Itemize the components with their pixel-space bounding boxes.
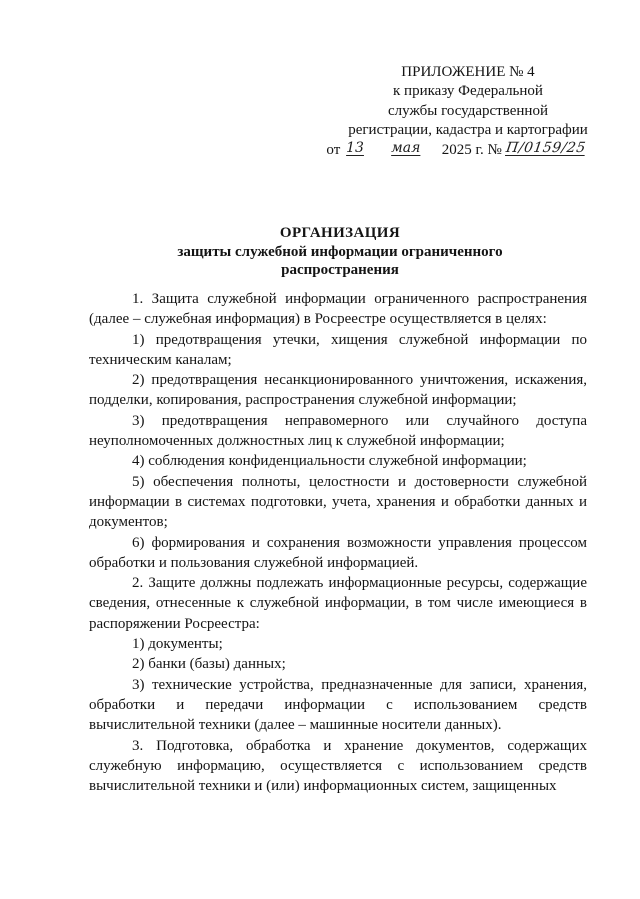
- paragraph: 5) обеспечения полноты, целостности и достоверности служебной информации в системах подготовки, учета, хранения и обработки данных и документов;: [89, 473, 587, 531]
- date-prefix: от: [326, 141, 341, 158]
- appendix-service-name: службы государственной: [388, 102, 548, 119]
- appendix-header: [310, 63, 626, 160]
- paragraph: 1) предотвращения утечки, хищения служебной информации по техническим каналам;: [89, 331, 587, 368]
- handwritten-month: мая: [391, 139, 421, 156]
- paragraph: 1) документы;: [132, 636, 223, 653]
- appendix-date-line: [310, 141, 626, 160]
- paragraph: 2) банки (базы) данных;: [132, 656, 286, 673]
- paragraph: 3. Подготовка, обработка и хранение документов, содержащих служебную информацию, осуществляется с использованием средств вычислительной техники и (или) информационных систем, защищенных: [89, 737, 587, 795]
- appendix-label: ПРИЛОЖЕНИЕ № 4: [401, 64, 535, 80]
- document-title: [120, 224, 560, 280]
- appendix-service-name-cont: регистрации, кадастра и картографии: [348, 122, 588, 139]
- paragraph: 1. Защита служебной информации ограниченного распространения (далее – служебная информация) в Росреестре осуществляется в целях:: [89, 291, 587, 328]
- date-year: 2025 г. №: [441, 141, 502, 158]
- paragraph: 3) технические устройства, предназначенные для записи, хранения, обработки и передачи информации с использованием средств вычислительной техники (далее – машинные носители данных).: [89, 676, 587, 734]
- paragraph: 6) формирования и сохранения возможности управления процессом обработки и пользования служебной информацией.: [89, 534, 587, 571]
- title-subheading: защиты служебной информации ограниченного: [177, 243, 503, 260]
- title-heading: ОРГАНИЗАЦИЯ: [279, 225, 401, 241]
- appendix-order-ref: к приказу Федеральной: [393, 83, 543, 100]
- document-body: [89, 289, 587, 796]
- title-subheading-cont: распространения: [281, 262, 399, 278]
- handwritten-day: 13: [346, 139, 364, 156]
- paragraph: 3) предотвращения неправомерного или случайного доступа неуполномоченных должностных лиц к служебной информации;: [89, 412, 587, 450]
- paragraph: 2. Защите должны подлежать информационные ресурсы, содержащие сведения, отнесенные к служебной информации, в том числе имеющиеся в распоряжении Росреестра:: [89, 575, 587, 632]
- handwritten-order-number: П/0159/25: [504, 139, 587, 156]
- paragraph: 2) предотвращения несанкционированного уничтожения, искажения, подделки, копирования, распространения служебной информации;: [89, 372, 587, 409]
- paragraph: 4) соблюдения конфиденциальности служебной информации;: [132, 453, 527, 470]
